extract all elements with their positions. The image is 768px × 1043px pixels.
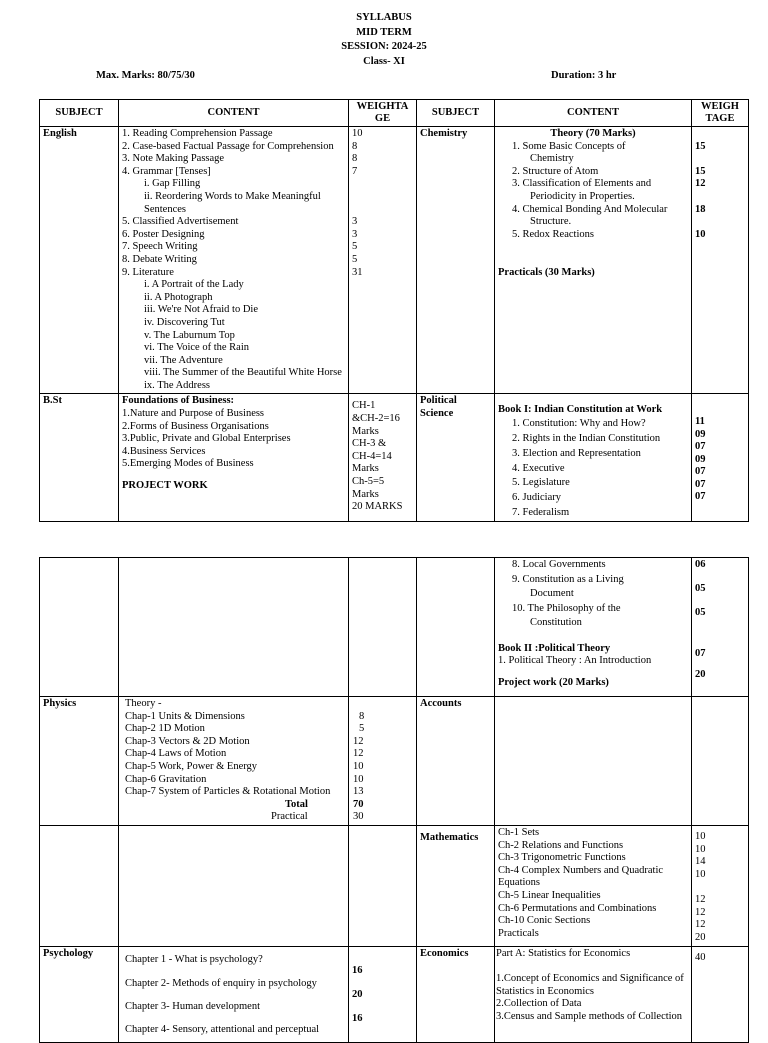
weight-value: 10	[353, 773, 364, 785]
list-item: i. A Portrait of the Lady	[144, 279, 244, 291]
weight-value: 10	[695, 843, 706, 855]
economics-part-a: Part A: Statistics for Economics	[496, 947, 631, 959]
list-item: 1. Reading Comprehension Passage	[122, 128, 273, 139]
chemistry-weightage	[692, 127, 749, 394]
list-item: vii. The Adventure	[144, 354, 223, 366]
psychology-weightage	[349, 946, 417, 1042]
weight-value: 10	[695, 228, 706, 240]
economics-weightage	[692, 946, 749, 1042]
list-item: Chemistry	[530, 153, 574, 165]
weight-value: 13	[353, 786, 364, 798]
weight-value: 8	[352, 140, 358, 152]
polsci-book1: Book I: Indian Constitution at Work	[498, 404, 663, 416]
weight-value: 06	[695, 559, 706, 570]
weight-value: 07	[695, 441, 706, 453]
weight-value: 40	[695, 951, 706, 963]
empty-cell	[119, 558, 349, 697]
list-item: Structure.	[530, 216, 572, 228]
weight-value: 5	[359, 723, 365, 735]
subject-chemistry: Chemistry	[417, 127, 495, 394]
weight-value: 14	[695, 856, 706, 868]
weight-value: CH-4=14	[352, 450, 392, 462]
syllabus-table-page2	[39, 557, 749, 1043]
physics-total-label: Total	[285, 798, 308, 810]
header-weightage: WEIGHTA GE	[349, 100, 417, 127]
list-item: 1.Nature and Purpose of Business	[122, 408, 265, 420]
english-content	[119, 127, 349, 394]
list-item: ii. A Photograph	[144, 291, 213, 303]
list-item: Chap-5 Work, Power & Energy	[125, 760, 258, 772]
list-item: 9. Constitution as a Living	[512, 574, 624, 585]
weight-value: 12	[695, 919, 706, 931]
list-item: Sentences	[144, 203, 186, 215]
physics-total-value: 70	[353, 798, 364, 810]
weight-value: 10	[695, 830, 706, 842]
list-item: Periodicity in Properties.	[530, 190, 635, 202]
list-item: 5. Redox Reactions	[512, 228, 594, 240]
duration: Duration: 3 hr	[551, 70, 617, 81]
polsci-project: Project work (20 Marks)	[498, 676, 609, 688]
list-item: ii. Reordering Words to Make Meaningful	[144, 190, 321, 202]
subject-psychology: Psychology	[40, 946, 119, 1042]
list-item: 1. Constitution: Why and How?	[512, 418, 646, 430]
empty-cell	[119, 825, 349, 946]
list-item: Chap-3 Vectors & 2D Motion	[125, 735, 250, 747]
weight-value: 07	[695, 647, 706, 659]
list-item: 8. Local Governments	[512, 559, 606, 570]
list-item: 5.Emerging Modes of Business	[122, 458, 254, 470]
list-item: Chapter 3- Human development	[125, 1000, 261, 1012]
list-item: 2.Forms of Business Organisations	[122, 420, 269, 432]
weight-value: 10	[352, 128, 363, 139]
list-item: iii. We're Not Afraid to Die	[144, 304, 258, 316]
header-subject: SUBJECT	[417, 100, 495, 127]
list-item: 1. Some Basic Concepts of	[512, 140, 626, 152]
list-item: Equations	[498, 877, 540, 889]
psychology-content	[119, 946, 349, 1042]
weight-value: 07	[695, 490, 706, 502]
list-item: Chapter 2- Methods of enquiry in psychology	[125, 977, 317, 989]
title-syllabus: SYLLABUS	[356, 12, 412, 23]
weight-value: 8	[359, 710, 365, 722]
polsci-weightage-continued	[692, 558, 749, 697]
list-item: 2. Case-based Factual Passage for Comprehension	[122, 140, 334, 152]
list-item: Ch-6 Permutations and Combinations	[498, 902, 657, 914]
weight-value: 15	[695, 140, 706, 152]
weight-value: 3	[352, 216, 358, 228]
weight-value: 09	[695, 453, 706, 465]
title-class: Class- XI	[363, 55, 405, 67]
weight-value: Ch-5=5	[352, 476, 385, 488]
list-item: Chap-1 Units & Dimensions	[125, 710, 245, 722]
weight-value: 20	[695, 669, 706, 681]
document-title-block	[0, 11, 768, 69]
list-item: 8. Debate Writing	[122, 253, 197, 265]
weight-value: 5	[352, 241, 358, 253]
list-item: 3. Note Making Passage	[122, 153, 225, 165]
weight-value: 7	[352, 165, 358, 177]
chemistry-content	[495, 127, 692, 394]
list-item: 4.Business Services	[122, 445, 206, 457]
header-content: CONTENT	[495, 100, 692, 127]
list-item: 9. Literature	[122, 266, 174, 278]
list-item: 4. Executive	[512, 462, 565, 474]
weight-value: 07	[695, 478, 706, 490]
list-item: Document	[530, 588, 574, 599]
subject-accounts: Accounts	[417, 697, 495, 826]
bst-heading: Foundations of Business:	[122, 395, 235, 407]
bst-content	[119, 394, 349, 522]
weight-value: Marks	[352, 463, 379, 475]
empty-cell	[692, 697, 749, 826]
maths-content	[495, 825, 692, 946]
weight-value: 07	[695, 466, 706, 478]
list-item: 7. Federalism	[512, 506, 570, 518]
weight-value: CH-1	[352, 400, 376, 412]
weight-value: 8	[352, 153, 358, 165]
physics-content	[119, 697, 349, 826]
list-item: Constitution	[530, 617, 582, 628]
weight-value: CH-3 &	[352, 438, 387, 450]
weight-value: 10	[353, 760, 364, 772]
list-item: 5. Classified Advertisement	[122, 216, 239, 228]
subject-political-science	[417, 394, 495, 522]
weight-value: 12	[353, 748, 364, 760]
list-item: Chapter 1 - What is psychology?	[125, 953, 263, 965]
list-item: 7. Speech Writing	[122, 241, 198, 253]
weight-value: &CH-2=16	[352, 413, 400, 425]
max-marks: Max. Marks: 80/75/30	[96, 70, 195, 81]
chemistry-practicals: Practicals (30 Marks)	[498, 266, 595, 278]
maths-weightage	[692, 825, 749, 946]
subject-english: English	[40, 127, 119, 394]
weight-value: 12	[695, 178, 706, 190]
syllabus-table-page1	[39, 99, 749, 522]
subject-line: Political	[420, 395, 457, 407]
list-item: 4. Grammar [Tenses]	[122, 165, 211, 177]
weight-value: 09	[695, 428, 706, 440]
list-item: Chapter 4- Sensory, attentional and perceptual	[125, 1023, 320, 1035]
weight-value: 11	[695, 416, 705, 428]
weight-value: 15	[695, 165, 706, 177]
weight-value: 5	[352, 253, 358, 265]
list-item: Ch-3 Trigonometric Functions	[498, 852, 626, 864]
list-item: Chap-7 System of Particles & Rotational Motion	[125, 786, 331, 798]
list-item: 2.Collection of Data	[496, 998, 582, 1010]
header-content: CONTENT	[119, 100, 349, 127]
list-item: iv. Discovering Tut	[144, 316, 225, 328]
subject-mathematics: Mathematics	[417, 825, 495, 946]
economics-content	[495, 946, 692, 1042]
list-item: ix. The Address	[144, 379, 211, 391]
weight-value: 20 MARKS	[352, 501, 403, 513]
weight-value: 3	[352, 228, 358, 240]
list-item: Chap-4 Laws of Motion	[125, 748, 227, 760]
list-item: 2. Rights in the Indian Constitution	[512, 433, 661, 445]
weight-value: 05	[695, 607, 706, 618]
list-item: 3. Classification of Elements and	[512, 178, 652, 190]
empty-cell	[349, 825, 417, 946]
weight-value: 16	[352, 964, 363, 976]
list-item: Ch-5 Linear Inequalities	[498, 889, 601, 901]
physics-weightage	[349, 697, 417, 826]
english-weightage	[349, 127, 417, 394]
polsci-book2: Book II :Political Theory	[498, 642, 611, 654]
list-item: 1.Concept of Economics and Significance of	[496, 973, 684, 985]
weight-value: 31	[352, 266, 363, 278]
weight-value: 12	[353, 735, 364, 747]
physics-practical-label: Practical	[271, 811, 308, 823]
subject-line: Science	[420, 408, 454, 420]
polsci-weightage	[692, 394, 749, 522]
bst-project: PROJECT WORK	[122, 480, 208, 492]
list-item: 3.Census and Sample methods of Collection	[496, 1010, 683, 1022]
weight-value: Marks	[352, 425, 379, 437]
list-item: Ch-10 Conic Sections	[498, 915, 591, 927]
list-item: i. Gap Filling	[144, 178, 201, 190]
list-item: Chap-6 Gravitation	[125, 773, 207, 785]
list-item: Ch-1 Sets	[498, 826, 540, 838]
polsci-content-continued	[495, 558, 692, 697]
subject-bst: B.St	[40, 394, 119, 522]
list-item: Chap-2 1D Motion	[125, 723, 205, 735]
list-item: 5. Legislature	[512, 477, 570, 489]
list-item: viii. The Summer of the Beautiful White Horse	[144, 367, 342, 379]
weight-value: 10	[695, 868, 706, 880]
physics-heading: Theory -	[125, 698, 162, 709]
chemistry-theory-heading: Theory (70 Marks)	[550, 128, 636, 139]
polsci-content	[495, 394, 692, 522]
list-item: 3.Public, Private and Global Enterprises	[122, 433, 291, 445]
empty-cell	[495, 697, 692, 826]
subject-economics: Economics	[417, 946, 495, 1042]
physics-practical-value: 30	[353, 811, 364, 823]
list-item: vi. The Voice of the Rain	[144, 342, 249, 354]
empty-cell	[40, 825, 119, 946]
weight-value: 12	[695, 893, 706, 905]
title-session: SESSION: 2024-25	[341, 41, 427, 52]
weight-value: Marks	[352, 488, 379, 500]
list-item: v. The Laburnum Top	[144, 329, 235, 341]
weight-value: 18	[695, 203, 706, 215]
weight-value: 20	[352, 988, 363, 1000]
empty-cell	[349, 558, 417, 697]
empty-cell	[417, 558, 495, 697]
weight-value: 16	[352, 1012, 363, 1024]
list-item: Ch-2 Relations and Functions	[498, 839, 624, 851]
list-item: 10. The Philosophy of the	[512, 603, 621, 614]
list-item: Practicals	[498, 927, 539, 939]
weight-value: 05	[695, 583, 706, 594]
list-item: 3. Election and Representation	[512, 447, 641, 459]
subject-physics: Physics	[40, 697, 119, 826]
list-item: 6. Judiciary	[512, 491, 561, 503]
list-item: 1. Political Theory : An Introduction	[498, 655, 652, 667]
weight-value: 12	[695, 906, 706, 918]
list-item: 4. Chemical Bonding And Molecular	[512, 203, 668, 215]
header-weightage: WEIGH TAGE	[692, 100, 749, 127]
list-item: 6. Poster Designing	[122, 228, 205, 240]
empty-cell	[40, 558, 119, 697]
title-mid-term: MID TERM	[356, 26, 412, 38]
list-item: Statistics in Economics	[496, 985, 594, 997]
bst-weightage	[349, 394, 417, 522]
weight-value: 20	[695, 931, 706, 943]
list-item: Ch-4 Complex Numbers and Quadratic	[498, 864, 664, 876]
list-item: 2. Structure of Atom	[512, 165, 599, 177]
header-subject: SUBJECT	[40, 100, 119, 127]
